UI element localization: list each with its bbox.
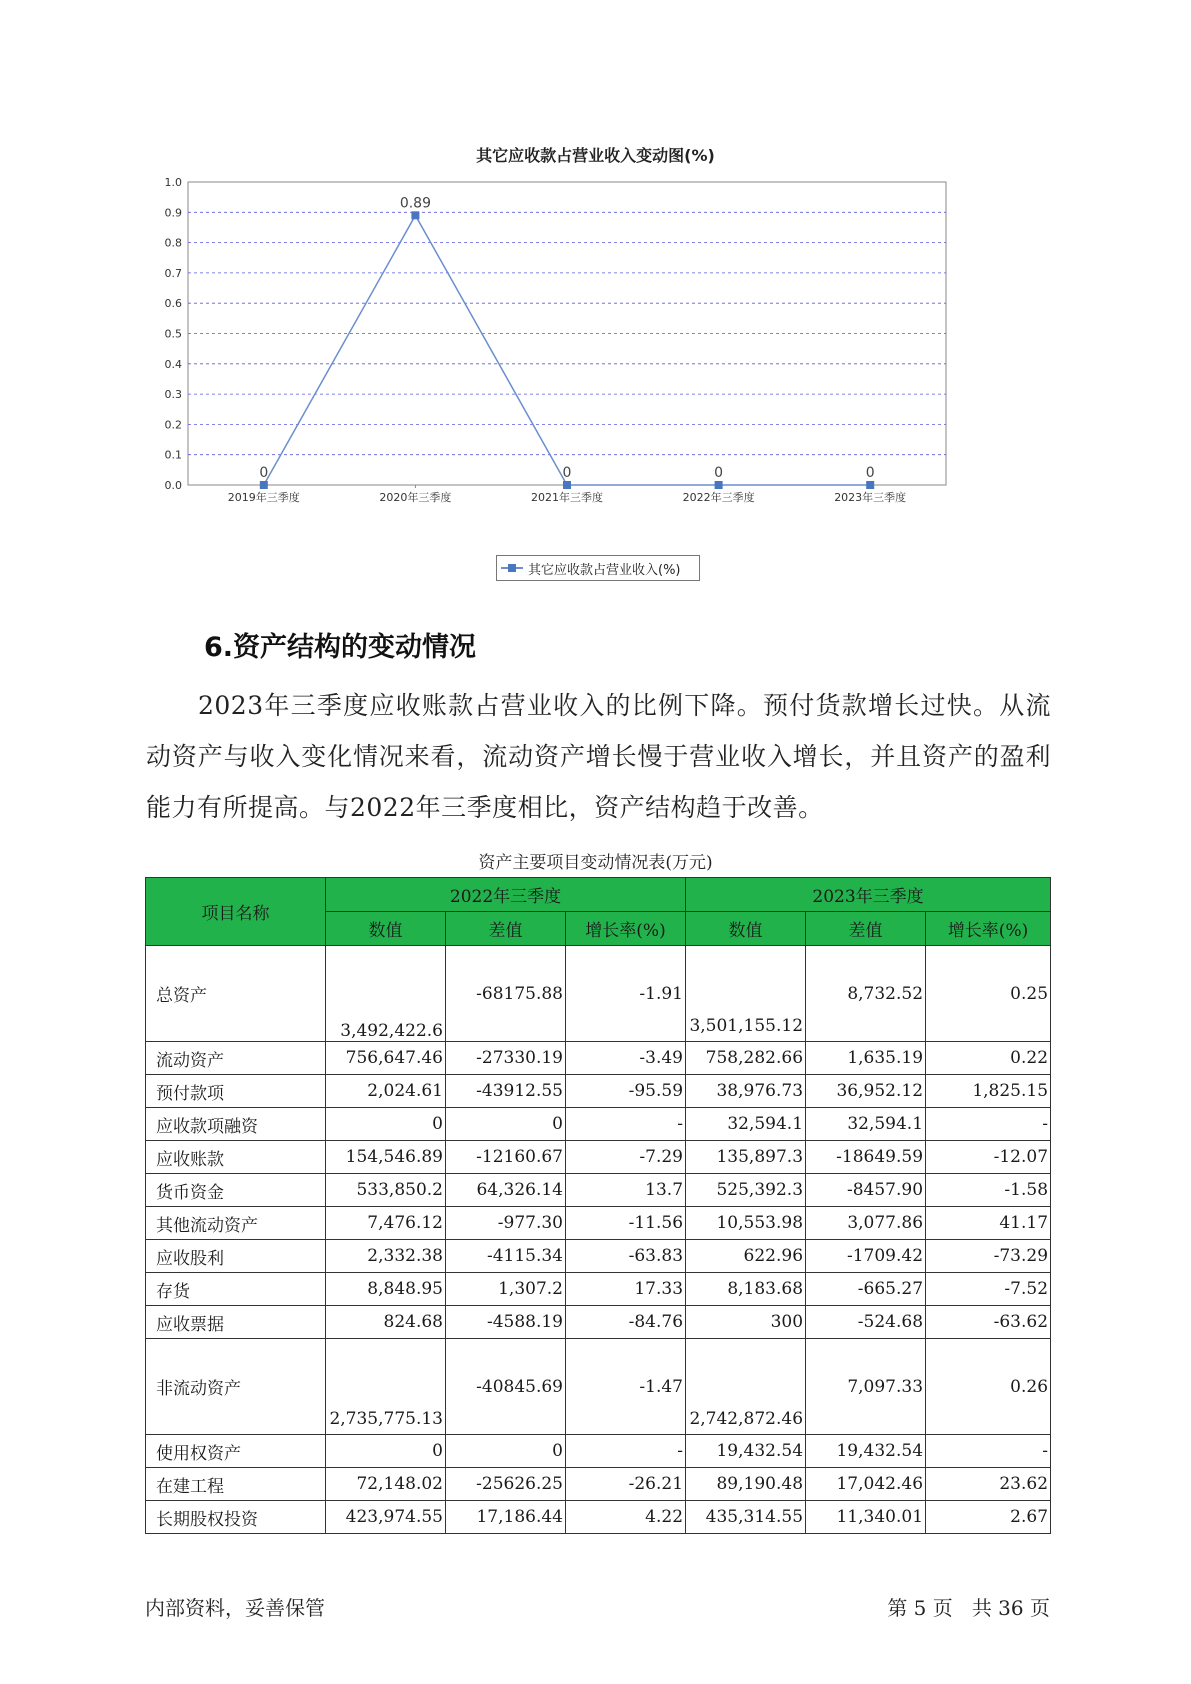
table-row — [146, 1339, 1051, 1435]
table-row — [146, 1435, 1051, 1468]
row-item-name: 总资产 — [146, 946, 326, 1042]
row-cell: 7,097.33 — [806, 1339, 926, 1435]
row-cell: 0.22 — [926, 1042, 1051, 1075]
page-number: 第 5 页 共 36 页 — [887, 1596, 1050, 1620]
row-cell: -25626.25 — [446, 1468, 566, 1501]
row-cell: - — [926, 1435, 1051, 1468]
row-cell: 17.33 — [566, 1273, 686, 1306]
row-cell: 64,326.14 — [446, 1174, 566, 1207]
row-cell: - — [926, 1108, 1051, 1141]
x-tick-label: 2021年三季度 — [531, 491, 603, 504]
row-cell: -68175.88 — [446, 946, 566, 1042]
row-cell: 41.17 — [926, 1207, 1051, 1240]
row-cell: -7.29 — [566, 1141, 686, 1174]
row-cell: 11,340.01 — [806, 1501, 926, 1534]
row-cell: 23.62 — [926, 1468, 1051, 1501]
row-item-name: 应收股利 — [146, 1240, 326, 1273]
row-cell: 756,647.46 — [326, 1042, 446, 1075]
table-row — [146, 946, 1051, 1042]
row-item-name: 预付款项 — [146, 1075, 326, 1108]
row-cell: -524.68 — [806, 1306, 926, 1339]
header-growth: 增长率(%) — [566, 912, 686, 946]
row-cell: 38,976.73 — [686, 1075, 806, 1108]
y-tick-label: 1.0 — [164, 176, 182, 189]
row-cell: 7,476.12 — [326, 1207, 446, 1240]
row-cell: -1.47 — [566, 1339, 686, 1435]
row-cell: -7.52 — [926, 1273, 1051, 1306]
row-cell: 36,952.12 — [806, 1075, 926, 1108]
y-tick-label: 0.4 — [164, 357, 182, 371]
row-cell: 758,282.66 — [686, 1042, 806, 1075]
row-cell: 32,594.1 — [686, 1108, 806, 1141]
table-row — [146, 1141, 1051, 1174]
row-cell: 3,492,422.6 — [326, 946, 446, 1042]
row-cell: - — [566, 1435, 686, 1468]
row-cell: 17,186.44 — [446, 1501, 566, 1534]
x-tick-label: 2022年三季度 — [682, 491, 755, 504]
table-row — [146, 1108, 1051, 1141]
data-point — [866, 481, 874, 489]
section-heading: 6.资产结构的变动情况 — [204, 632, 477, 663]
x-tick-label: 2019年三季度 — [227, 491, 300, 504]
row-cell: -12160.67 — [446, 1141, 566, 1174]
analysis-paragraph: 2023年三季度应收账款占营业收入的比例下降。预付货款增长过快。从流动资产与收入变化情况来看，流动资产增长慢于营业收入增长，并且资产的盈利能力有所提高。与2022年三季度相比，资产结构趋于改善。 — [146, 691, 1051, 822]
row-cell: 2,742,872.46 — [686, 1339, 806, 1435]
row-cell: 2.67 — [926, 1501, 1051, 1534]
row-cell: 10,553.98 — [686, 1207, 806, 1240]
row-cell: 32,594.1 — [806, 1108, 926, 1141]
data-label: 0 — [714, 465, 724, 481]
row-cell: 423,974.55 — [326, 1501, 446, 1534]
header-value: 数值 — [686, 912, 806, 946]
row-cell: -8457.90 — [806, 1174, 926, 1207]
row-item-name: 应收票据 — [146, 1306, 326, 1339]
chart-legend — [496, 555, 700, 581]
row-item-name: 其他流动资产 — [146, 1207, 326, 1240]
y-tick-label: 0.3 — [164, 388, 182, 402]
header-item-name: 项目名称 — [146, 878, 326, 946]
row-cell: -1.91 — [566, 946, 686, 1042]
row-cell: 435,314.55 — [686, 1501, 806, 1534]
y-tick-label: 0.8 — [164, 236, 182, 250]
header-diff: 差值 — [806, 912, 926, 946]
row-cell: -3.49 — [566, 1042, 686, 1075]
row-cell: -27330.19 — [446, 1042, 566, 1075]
row-cell: 1,825.15 — [926, 1075, 1051, 1108]
row-cell: 0 — [326, 1435, 446, 1468]
row-cell: 154,546.89 — [326, 1141, 446, 1174]
table-body — [146, 946, 1051, 1534]
table-caption: 资产主要项目变动情况表(万元) — [478, 853, 713, 873]
row-cell: -18649.59 — [806, 1141, 926, 1174]
header-year-2022: 2022年三季度 — [326, 878, 686, 912]
data-label: 0 — [865, 465, 875, 481]
data-point — [563, 481, 571, 489]
y-tick-label: 0.6 — [164, 297, 182, 311]
row-cell: 1,307.2 — [446, 1273, 566, 1306]
row-cell: -43912.55 — [446, 1075, 566, 1108]
row-cell: -977.30 — [446, 1207, 566, 1240]
row-cell: 19,432.54 — [686, 1435, 806, 1468]
row-cell: 8,732.52 — [806, 946, 926, 1042]
table-row — [146, 1075, 1051, 1108]
line-chart — [150, 160, 1010, 555]
legend-marker-icon — [501, 567, 523, 569]
x-tick-label: 2023年三季度 — [834, 491, 907, 504]
table-row — [146, 1042, 1051, 1075]
footer-note: 内部资料，妥善保管 — [145, 1596, 325, 1620]
table-row — [146, 1306, 1051, 1339]
row-cell: -12.07 — [926, 1141, 1051, 1174]
row-cell: 533,850.2 — [326, 1174, 446, 1207]
header-year-2023: 2023年三季度 — [686, 878, 1051, 912]
data-label: 0 — [562, 465, 572, 481]
row-cell: 8,848.95 — [326, 1273, 446, 1306]
row-cell: -63.83 — [566, 1240, 686, 1273]
row-cell: -11.56 — [566, 1207, 686, 1240]
row-item-name: 长期股权投资 — [146, 1501, 326, 1534]
y-tick-label: 0.5 — [164, 327, 182, 341]
row-cell: 0 — [446, 1108, 566, 1141]
row-cell: 135,897.3 — [686, 1141, 806, 1174]
row-cell: -1.58 — [926, 1174, 1051, 1207]
row-cell: 0 — [326, 1108, 446, 1141]
row-cell: 525,392.3 — [686, 1174, 806, 1207]
row-cell: 89,190.48 — [686, 1468, 806, 1501]
row-cell: 4.22 — [566, 1501, 686, 1534]
table-row — [146, 1207, 1051, 1240]
row-item-name: 使用权资产 — [146, 1435, 326, 1468]
row-cell: -26.21 — [566, 1468, 686, 1501]
row-cell: -4115.34 — [446, 1240, 566, 1273]
row-cell: 3,077.86 — [806, 1207, 926, 1240]
asset-change-table — [145, 877, 1051, 1534]
row-cell: -665.27 — [806, 1273, 926, 1306]
row-item-name: 存货 — [146, 1273, 326, 1306]
row-cell: -84.76 — [566, 1306, 686, 1339]
row-cell: 2,332.38 — [326, 1240, 446, 1273]
data-point — [260, 481, 268, 489]
row-item-name: 应收账款 — [146, 1141, 326, 1174]
row-cell: 622.96 — [686, 1240, 806, 1273]
row-cell: -4588.19 — [446, 1306, 566, 1339]
row-cell: 2,024.61 — [326, 1075, 446, 1108]
row-item-name: 货币资金 — [146, 1174, 326, 1207]
row-cell: -40845.69 — [446, 1339, 566, 1435]
x-tick-label: 2020年三季度 — [379, 491, 452, 504]
row-cell: 13.7 — [566, 1174, 686, 1207]
row-cell: 0.25 — [926, 946, 1051, 1042]
data-label: 0 — [259, 465, 269, 481]
data-label: 0.89 — [399, 195, 431, 212]
row-cell: 3,501,155.12 — [686, 946, 806, 1042]
row-cell: 824.68 — [326, 1306, 446, 1339]
y-tick-label: 0.1 — [164, 448, 182, 462]
table-row — [146, 1501, 1051, 1534]
chart-title: 其它应收款占营业收入变动图(%) — [476, 146, 715, 165]
table-row — [146, 1273, 1051, 1306]
row-cell: 72,148.02 — [326, 1468, 446, 1501]
row-cell: 17,042.46 — [806, 1468, 926, 1501]
row-cell: 0 — [446, 1435, 566, 1468]
header-value: 数值 — [326, 912, 446, 946]
row-cell: -63.62 — [926, 1306, 1051, 1339]
header-growth: 增长率(%) — [926, 912, 1051, 946]
table-row — [146, 1240, 1051, 1273]
row-cell: 300 — [686, 1306, 806, 1339]
y-tick-label: 0.2 — [164, 418, 182, 432]
y-tick-label: 0.7 — [164, 266, 182, 280]
row-cell: - — [566, 1108, 686, 1141]
row-item-name: 在建工程 — [146, 1468, 326, 1501]
y-tick-label: 0.0 — [164, 479, 182, 492]
data-point — [411, 211, 419, 219]
table-row — [146, 1174, 1051, 1207]
row-cell: 8,183.68 — [686, 1273, 806, 1306]
row-cell: -73.29 — [926, 1240, 1051, 1273]
legend-label: 其它应收款占营业收入(%) — [528, 562, 681, 578]
row-cell: -95.59 — [566, 1075, 686, 1108]
row-cell: 1,635.19 — [806, 1042, 926, 1075]
row-cell: -1709.42 — [806, 1240, 926, 1273]
row-item-name: 非流动资产 — [146, 1339, 326, 1435]
header-diff: 差值 — [446, 912, 566, 946]
row-cell: 19,432.54 — [806, 1435, 926, 1468]
row-cell: 0.26 — [926, 1339, 1051, 1435]
row-cell: 2,735,775.13 — [326, 1339, 446, 1435]
data-point — [715, 481, 723, 489]
y-tick-label: 0.9 — [164, 206, 182, 220]
row-item-name: 应收款项融资 — [146, 1108, 326, 1141]
table-row — [146, 1468, 1051, 1501]
row-item-name: 流动资产 — [146, 1042, 326, 1075]
